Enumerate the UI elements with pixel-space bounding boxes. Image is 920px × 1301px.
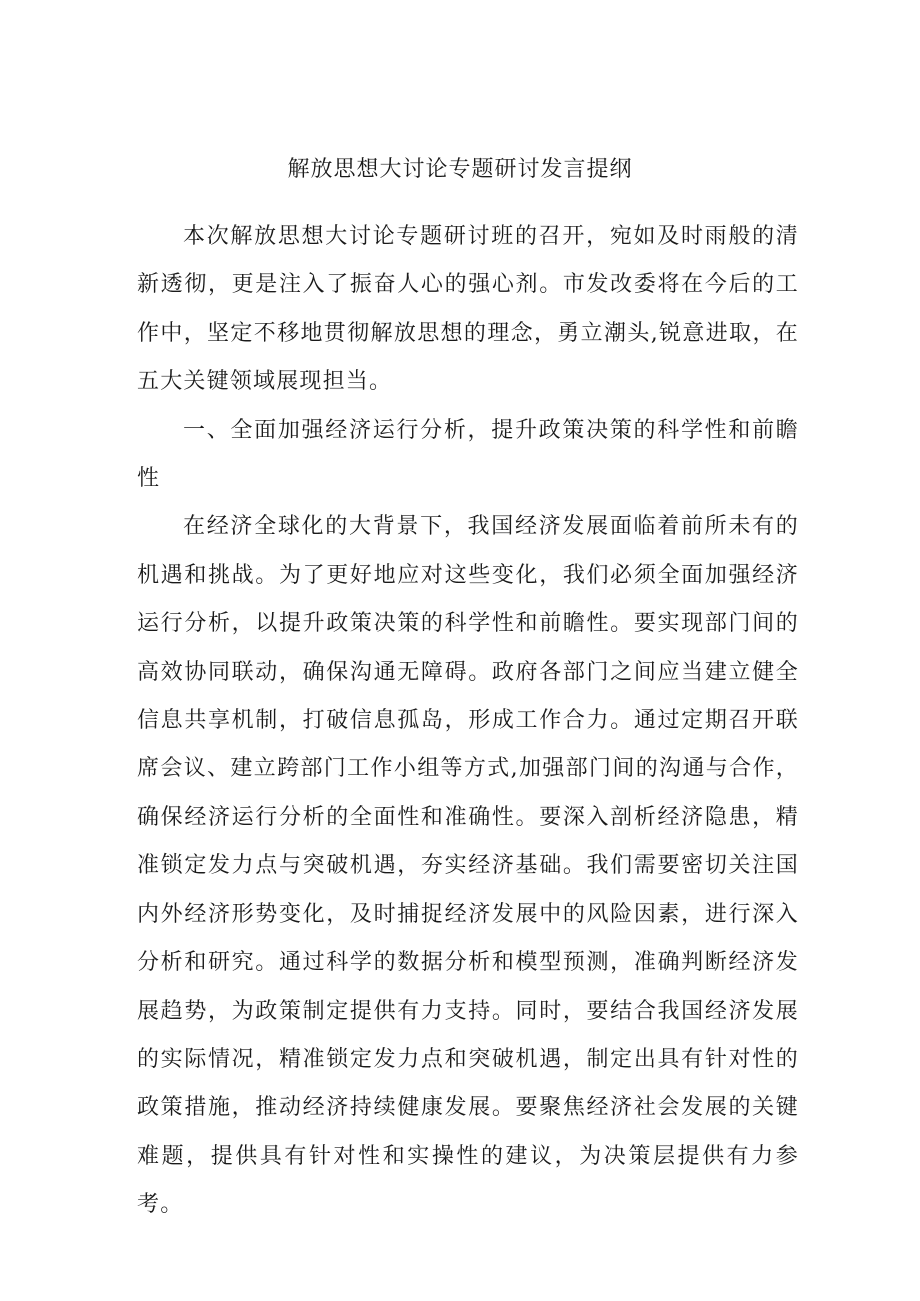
section-1-paragraph: 在经济全球化的大背景下，我国经济发展面临着前所未有的机遇和挑战。为了更好地应对这些变化，我们必须全面加强经济运行分析，以提升政策决策的科学性和前瞻性。要实现部门间的高效协同联动，确保沟通无障碍。政府各部门之间应当建立健全信息共享机制，打破信息孤岛，形成工作合力。通过定期召开联席会议、建立跨部门工作小组等方式,加强部门间的沟通与合作，确保经济运行分析的全面性和准确性。要深入剖析经济隐患，精准锁定发力点与突破机遇，夯实经济基础。我们需要密切关注国内外经济形势变化，及时捕捉经济发展中的风险因素，进行深入分析和研究。通过科学的数据分析和模型预测，准确判断经济发展趋势，为政策制定提供有力支持。同时，要结合我国经济发展的实际情况，精准锁定发力点和突破机遇，制定出具有针对性的政策措施，推动经济持续健康发展。要聚焦经济社会发展的关键难题，提供具有针对性和实操性的建议，为决策层提供有力参考。 xyxy=(137,514,799,1218)
intro-paragraph: 本次解放思想大讨论专题研讨班的召开，宛如及时雨般的清新透彻，更是注入了振奋人心的强心剂。市发改委将在今后的工作中，坚定不移地贯彻解放思想的理念，勇立潮头,锐意进取，在五大关键领域展现担当。 xyxy=(137,224,799,395)
document-title: 解放思想大讨论专题研讨发言提纲 xyxy=(287,157,633,182)
section-heading-1: 一、全面加强经济运行分析，提升政策决策的科学性和前瞻性 xyxy=(137,417,799,492)
document-body xyxy=(137,213,799,1230)
